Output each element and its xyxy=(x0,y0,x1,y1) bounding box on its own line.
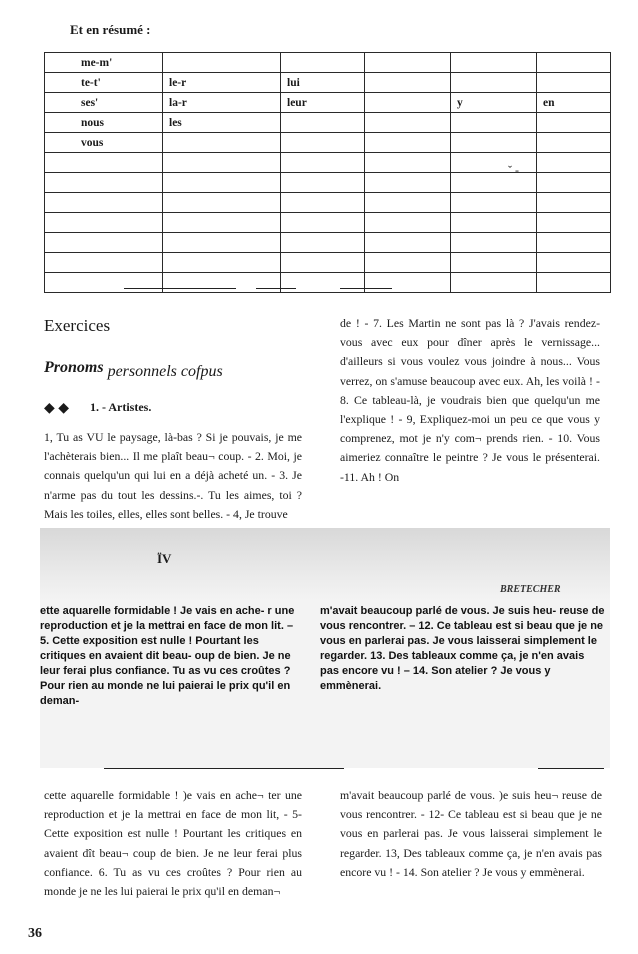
table-cell xyxy=(281,193,365,213)
table-cell xyxy=(451,253,537,273)
bottom-right-text: m'avait beaucoup parlé de vous. )e suis heu¬ reuse de vous rencontrer. - 12- Ce tableau est si beau que je ne vous en parlerai pas. Je vous laisserai simplement le regarder. 13, Des tableaux comme ça, je n'en avais pas encore vu ! - 14. Son atelier ? Je vous y emmènerai. xyxy=(340,788,602,879)
table-cell xyxy=(45,253,163,273)
section-title-a: Pronoms xyxy=(44,359,104,376)
divider xyxy=(104,768,344,769)
table-cell xyxy=(281,173,365,193)
table-row xyxy=(45,153,611,173)
table-cell xyxy=(537,193,611,213)
table-cell xyxy=(537,73,611,93)
table-cell xyxy=(537,213,611,233)
table-cell xyxy=(451,213,537,233)
table-cell xyxy=(537,113,611,133)
divider xyxy=(538,768,604,769)
table-cell xyxy=(365,253,451,273)
table-cell xyxy=(45,173,163,193)
table-cell xyxy=(365,53,451,73)
divider xyxy=(256,288,296,289)
table-cell xyxy=(365,133,451,153)
table-cell xyxy=(45,213,163,233)
table-row xyxy=(45,73,611,93)
table-cell xyxy=(163,53,281,73)
table-cell xyxy=(281,273,365,293)
table-cell xyxy=(451,173,537,193)
table-cell xyxy=(45,273,163,293)
table-cell: leur xyxy=(281,93,365,113)
table-cell xyxy=(451,73,537,93)
pronoun-summary-table xyxy=(44,52,611,293)
table-cell xyxy=(163,273,281,293)
summary-title: Et en résumé : xyxy=(70,22,151,37)
table-cell xyxy=(163,213,281,233)
table-cell xyxy=(537,133,611,153)
scan-right-text: m'avait beaucoup parlé de vous. Je suis heu- reuse de vous rencontrer. – 12. Ce tableau est si beau que je ne vous en parlerai pas. Je vous laisserai simplement le regarder. 13. Des tableaux comme ça, je n'en avais pas encore vu ! – 14. Son atelier ? Je vous y emmènerai. xyxy=(320,605,605,692)
table-cell xyxy=(451,193,537,213)
table-cell xyxy=(537,253,611,273)
table-cell xyxy=(537,153,611,173)
table-cell xyxy=(365,173,451,193)
table-cell xyxy=(45,193,163,213)
section-title xyxy=(44,359,223,380)
table-mark: ˇ - xyxy=(508,163,519,177)
exercise-1-label: 1. - Artistes. xyxy=(90,400,152,414)
bottom-left-text: cette aquarelle formidable ! )e vais en ache¬ ter une reproduction et je la mettrai en face de mon lit, - 5- Cette exposition est nulle ! Pourtant les critiques en avaient dît beau¬ coup de bien. Je ne leur ferai plus confiance. 6. Tu as vu ces croûtes ? Pour rien au monde je ne les lui paierai le prix qu'il en deman¬ xyxy=(44,788,302,899)
table-cell: en xyxy=(537,93,611,113)
table-cell xyxy=(537,173,611,193)
table-cell xyxy=(451,273,537,293)
table-cell xyxy=(537,273,611,293)
table-cell xyxy=(163,133,281,153)
table-cell xyxy=(365,273,451,293)
table-cell xyxy=(365,93,451,113)
table-cell xyxy=(451,133,537,153)
table-cell xyxy=(537,53,611,73)
divider xyxy=(340,288,392,289)
table-cell xyxy=(365,233,451,253)
table-cell: lui xyxy=(281,73,365,93)
exercise-right-text: de ! - 7. Les Martin ne sont pas là ? J'avais rendez-vous avec eux pour dîner après le vernissage... d'ailleurs si vous voulez vous joindre à nous... Vous verrez, on s'amuse beaucoup avec eux. Ah, les voilà ! - 8. Ce tableau-là, je voudrais bien que quelqu'un me l'explique ! - 9, Expliquez-moi un peu ce que vous y comprenez, mot je n'y com¬ prends rien. - 10. Vous aimeriez connaître le peintre ? Je vous le présenterai. -11. Ah ! On xyxy=(340,316,600,484)
table-row xyxy=(45,253,611,273)
scanned-illustration xyxy=(40,528,610,768)
table-row xyxy=(45,173,611,193)
table-cell xyxy=(365,213,451,233)
illustration-label: ÏV xyxy=(157,551,172,566)
table-cell xyxy=(281,133,365,153)
exercises-heading: Exercices xyxy=(44,316,111,335)
table-cell xyxy=(163,193,281,213)
table-row xyxy=(45,193,611,213)
page-number: 36 xyxy=(28,926,42,941)
table-cell xyxy=(537,233,611,253)
table-cell: vous xyxy=(45,133,163,153)
table-cell xyxy=(451,113,537,133)
table-cell xyxy=(281,153,365,173)
table-row xyxy=(45,93,611,113)
table-cell xyxy=(163,253,281,273)
table-cell: la-r xyxy=(163,93,281,113)
table-row xyxy=(45,113,611,133)
table-cell xyxy=(281,113,365,133)
table-cell xyxy=(163,233,281,253)
table-cell: nous xyxy=(45,113,163,133)
table-cell xyxy=(451,53,537,73)
section-title-b: personnels cofpus xyxy=(107,363,223,380)
table-row xyxy=(45,213,611,233)
table-cell xyxy=(281,213,365,233)
table-cell: les xyxy=(163,113,281,133)
table-cell xyxy=(281,233,365,253)
table-cell: le-r xyxy=(163,73,281,93)
table-cell xyxy=(163,153,281,173)
table-cell xyxy=(281,53,365,73)
table-cell: te-t' xyxy=(45,73,163,93)
table-cell xyxy=(163,173,281,193)
table-cell xyxy=(45,233,163,253)
exercise-left-text: 1, Tu as VU le paysage, là-bas ? Si je pouvais, je me l'achèterais bien... Il me plaît beau¬ coup. - 2. Moi, je connais quelqu'un qui lui en a déjà acheté un. - 3. Je n'arme pas du tout les dessins.-. Tu les aimes, toi ? Mais les toiles, elles, elles sont belles. - 4, Je trouve xyxy=(44,430,302,521)
table-row xyxy=(45,133,611,153)
table-cell: y xyxy=(451,93,537,113)
illustration-signature: BRETECHER xyxy=(500,584,561,595)
table-cell: me-m' xyxy=(45,53,163,73)
table-cell xyxy=(281,253,365,273)
table-cell: ses' xyxy=(45,93,163,113)
table-cell xyxy=(365,73,451,93)
table-cell xyxy=(365,113,451,133)
scan-left-text: ette aquarelle formidable ! Je vais en ache- r une reproduction et je la mettrai en face de mon lit. – 5. Cette exposition est nulle ! Pourtant les critiques en avaient dit beau- oup de bien. Je ne leur ferai plus confiance. Tu as vu ces croûtes ? Pour rien au monde ne lui paierai le prix qu'il en deman- xyxy=(40,605,295,707)
divider xyxy=(124,288,236,289)
table-row xyxy=(45,53,611,73)
table-cell xyxy=(365,193,451,213)
table-row xyxy=(45,233,611,253)
table-cell xyxy=(451,233,537,253)
table-cell xyxy=(45,153,163,173)
diamond-icon: ◆ ◆ xyxy=(44,401,70,416)
table-row xyxy=(45,273,611,293)
table-cell xyxy=(451,153,537,173)
table-cell xyxy=(365,153,451,173)
